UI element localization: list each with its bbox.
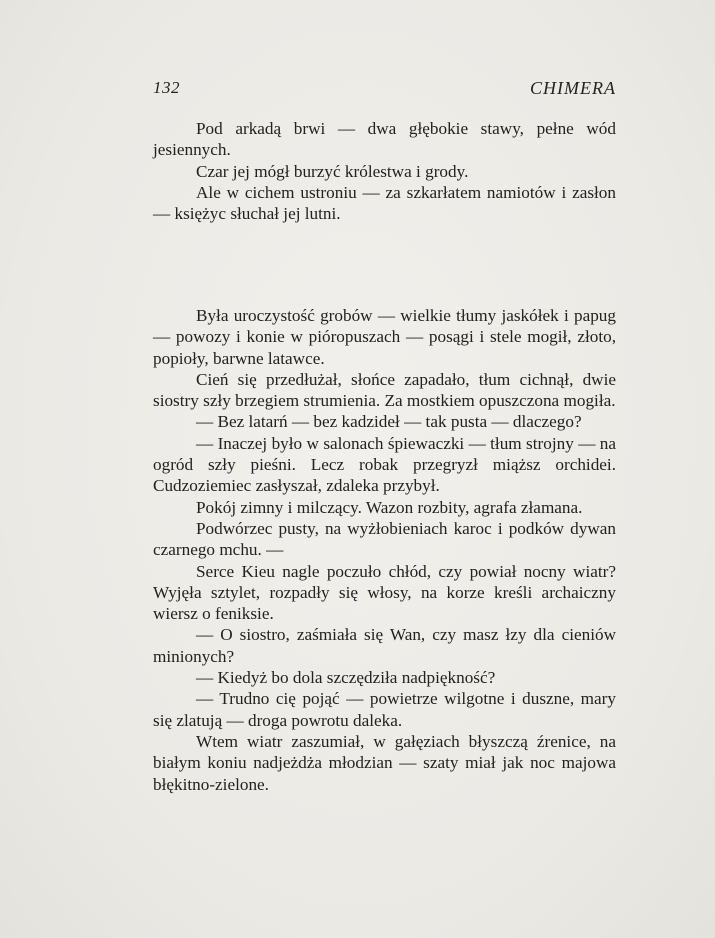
paragraph: Czar jej mógł burzyć królestwa i grody. <box>196 161 469 181</box>
paragraph: Pod arkadą brwi — dwa głębokie stawy, pełne wód jesiennych. <box>153 119 616 160</box>
running-title: CHIMERA <box>530 78 616 98</box>
page-number: 132 <box>153 78 180 97</box>
text-section-1 <box>153 118 616 224</box>
paragraph: — Inaczej było w salonach śpiewaczki — tłum strojny — na ogród szły pieśni. Lecz robak przegryzł miąższ orchidei. Cudzoziemiec zasłyszał, zdaleka przybył. <box>153 433 616 496</box>
paragraph: Pokój zimny i milczący. Wazon rozbity, agrafa złamana. <box>196 497 583 517</box>
paragraph: Cień się przedłużał, słońce zapadało, tłum cichnął, dwie siostry szły brzegiem strumienia. Za mostkiem opuszczona mogiła. <box>153 369 616 411</box>
paragraph: — Bez latarń — bez kadzideł — tak pusta — dlaczego? <box>196 412 582 432</box>
text-section-2 <box>153 305 616 795</box>
paragraph: Podwórzec pusty, na wyżłobieniach karoc i podków dywan czarnego mchu. — <box>153 518 616 560</box>
paragraph: — Trudno cię pojąć — powietrze wilgotne i duszne, mary się zlatują — droga powrotu daleka. <box>153 689 616 730</box>
page-header <box>153 78 616 102</box>
paragraph: Była uroczystość grobów — wielkie tłumy jaskółek i papug — powozy i konie w pióropuszach — posągi i stele mogił, złoto, popioły, barwne latawce. <box>153 306 616 368</box>
paragraph: — Kiedyż bo dola szczędziła nadpiękność? <box>196 668 496 688</box>
paragraph: — O siostro, zaśmiała się Wan, czy masz łzy dla cieniów minionych? <box>153 625 616 666</box>
paragraph: Wtem wiatr zaszumiał, w gałęziach błyszczą źrenice, na białym koniu nadjeżdża młodzian — szaty miał jak noc majowa błękitno-zielone. <box>153 731 616 794</box>
paragraph: Ale w cichem ustroniu — za szkarłatem namiotów i zasłon — księżyc słuchał jej lutni. <box>153 182 616 224</box>
paragraph: Serce Kieu nagle poczuło chłód, czy powiał nocny wiatr? Wyjęła sztylet, rozpadły się włosy, na korze kreśli archaiczny wiersz o feniksie. <box>153 561 616 624</box>
